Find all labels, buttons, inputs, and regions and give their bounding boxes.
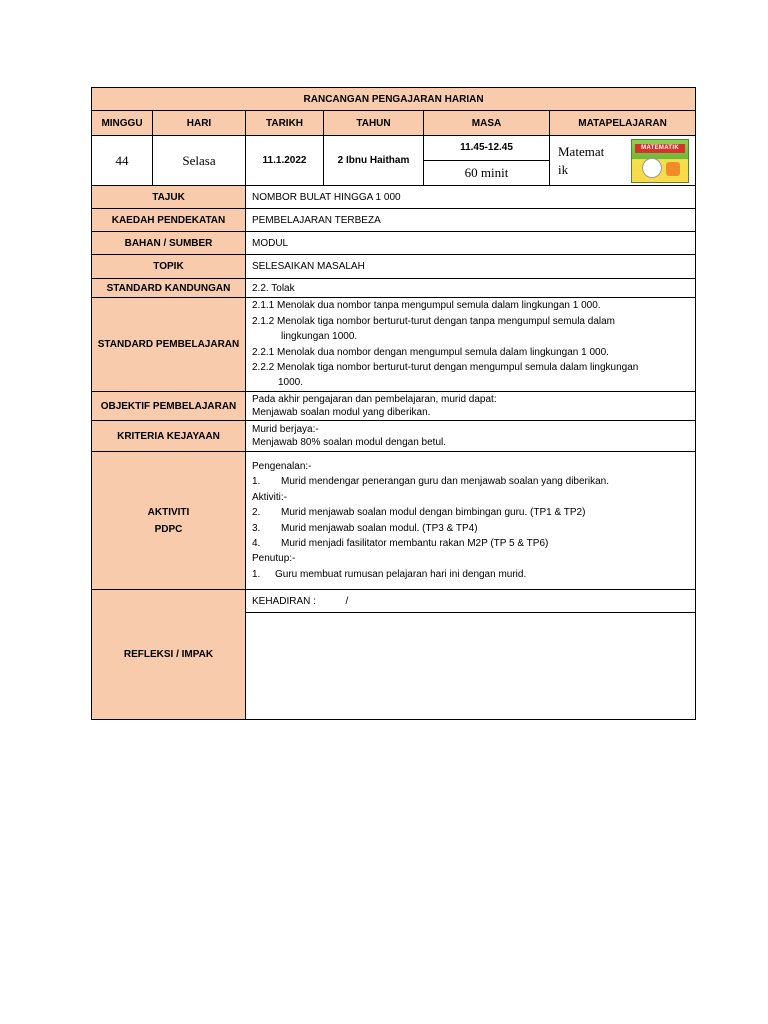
lesson-plan-table <box>91 87 696 720</box>
header-matapelajaran: MATAPELAJARAN <box>550 111 696 136</box>
aktiviti-content <box>246 452 696 590</box>
kaedah-label: KAEDAH PENDEKATAN <box>92 209 246 232</box>
masa-time: 11.45-12.45 <box>424 136 549 161</box>
step-4-number: 4. <box>252 537 261 549</box>
minggu-value: 44 <box>92 136 153 186</box>
kriteria-label: KRITERIA KEJAYAAN <box>92 421 246 452</box>
objektif-label: OBJEKTIF PEMBELAJARAN <box>92 392 246 421</box>
objektif-value <box>246 392 696 421</box>
step-1-number: 1. <box>252 476 261 488</box>
header-minggu: MINGGU <box>92 111 153 136</box>
step-2-text: Murid menjawab soalan modul dengan bimbingan guru. (TP1 & TP2) <box>281 507 586 519</box>
activity-step-1 <box>252 474 689 489</box>
sp-item-2-cont: lingkungan 1000. <box>281 331 358 343</box>
plan-title: RANCANGAN PENGAJARAN HARIAN <box>92 88 696 111</box>
tarikh-value: 11.1.2022 <box>246 136 324 186</box>
step-3-number: 3. <box>252 522 261 534</box>
tajuk-label: TAJUK <box>92 186 246 209</box>
activity-step-4 <box>252 536 689 551</box>
activity-step-3 <box>252 521 689 536</box>
aktiviti-label-line-1: AKTIVITI <box>147 506 190 518</box>
subject-name <box>558 143 604 179</box>
textbook-cover-title: MATEMATIK <box>635 144 685 153</box>
cartoon-character-icon <box>642 158 662 178</box>
sp-item-4: 2.2.2 Menolak tiga nombor berturut-turut dengan mengumpul semula dalam lingkungan <box>252 361 639 373</box>
step-3-text: Murid menjawab soalan modul. (TP3 & TP4) <box>281 522 478 534</box>
textbook-cover-image <box>631 139 689 183</box>
aktiviti-label-line-2: PDPC <box>154 523 183 535</box>
hari-value: Selasa <box>153 136 246 186</box>
header-tarikh: TARIKH <box>246 111 324 136</box>
pengenalan-heading: Pengenalan:- <box>252 460 312 472</box>
bahan-label: BAHAN / SUMBER <box>92 232 246 255</box>
sp-item-2: 2.1.2 Menolak tiga nombor berturut-turut dengan tanpa mengumpul semula dalam <box>252 315 615 327</box>
standard-kandungan-value: 2.2. Tolak <box>246 279 696 298</box>
refleksi-label: REFLEKSI / IMPAK <box>92 590 246 720</box>
header-hari: HARI <box>153 111 246 136</box>
subject-line-1: Matemat <box>558 143 605 159</box>
subject-cell <box>550 136 696 186</box>
step-5-text: Guru membuat rumusan pelajaran hari ini dengan murid. <box>275 568 527 580</box>
kriteria-line-2: Menjawab 80% soalan modul dengan betul. <box>252 437 447 448</box>
step-2-number: 2. <box>252 507 261 519</box>
standard-pembelajaran-list <box>246 298 696 392</box>
kaedah-value: PEMBELAJARAN TERBEZA <box>246 209 696 232</box>
masa-duration: 60 minit <box>464 165 509 180</box>
kehadiran-label: KEHADIRAN : <box>252 595 316 607</box>
refleksi-notes-area[interactable] <box>246 613 696 720</box>
subject-line-2: ik <box>558 161 569 177</box>
topik-value: SELESAIKAN MASALAH <box>246 255 696 279</box>
header-tahun: TAHUN <box>324 111 424 136</box>
standard-pembelajaran-label: STANDARD PEMBELAJARAN <box>92 298 246 392</box>
aktiviti-heading: Aktiviti:- <box>252 491 287 503</box>
penutup-heading: Penutup:- <box>252 553 296 565</box>
kriteria-value <box>246 421 696 452</box>
bahan-value: MODUL <box>246 232 696 255</box>
aktiviti-label <box>92 452 246 590</box>
step-4-text: Murid menjadi fasilitator membantu rakan M2P (TP 5 & TP6) <box>281 537 549 549</box>
step-1-text: Murid mendengar penerangan guru dan menjawab soalan yang diberikan. <box>281 476 609 488</box>
header-masa: MASA <box>424 111 550 136</box>
kehadiran-cell <box>246 590 696 613</box>
tajuk-value: NOMBOR BULAT HINGGA 1 000 <box>246 186 696 209</box>
cartoon-shape-icon <box>666 162 680 176</box>
masa-cell <box>424 136 550 186</box>
topik-label: TOPIK <box>92 255 246 279</box>
activity-step-5 <box>252 567 689 582</box>
objektif-line-2: Menjawab soalan modul yang diberikan. <box>252 407 431 418</box>
sp-item-3: 2.2.1 Menolak dua nombor dengan mengumpul semula dalam lingkungan 1 000. <box>252 346 609 358</box>
step-5-number: 1. <box>252 568 261 580</box>
sp-item-1: 2.1.1 Menolak dua nombor tanpa mengumpul semula dalam lingkungan 1 000. <box>252 300 601 312</box>
activity-step-2 <box>252 505 689 520</box>
objektif-line-1: Pada akhir pengajaran dan pembelajaran, murid dapat: <box>252 394 497 405</box>
kehadiran-slash: / <box>345 595 349 607</box>
standard-kandungan-label: STANDARD KANDUNGAN <box>92 279 246 298</box>
tahun-value: 2 Ibnu Haitham <box>324 136 424 186</box>
sp-item-4-cont: 1000. <box>278 377 304 389</box>
kriteria-line-1: Murid berjaya:- <box>252 424 319 435</box>
